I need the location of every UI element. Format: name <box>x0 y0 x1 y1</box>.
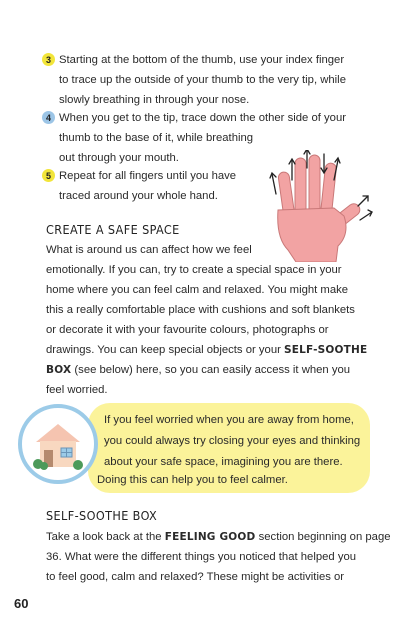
paragraph-line <box>46 360 350 380</box>
page-number: 60 <box>14 596 29 611</box>
paragraph-line: 36. What were the different things you noticed that helped you <box>46 551 357 563</box>
step-line: Starting at the bottom of the thumb, use your index finger <box>59 54 345 66</box>
bold-term-box: BOX <box>46 364 72 376</box>
step-number-badge: 4 <box>42 111 55 124</box>
step-line: When you get to the tip, trace down the other side of your <box>59 112 346 124</box>
step-line: traced around your whole hand. <box>59 190 218 202</box>
bold-term-feeling-good: FEELING GOOD <box>164 531 256 543</box>
section-heading-self-soothe-box: SELF-SOOTHE BOX <box>46 508 158 523</box>
step-3 <box>42 50 344 70</box>
step-number-badge: 3 <box>42 53 55 66</box>
paragraph-line: feel worried. <box>46 384 108 396</box>
callout-line: Doing this can help you to feel calmer. <box>97 474 288 486</box>
bold-term-self-soothe: SELF-SOOTHE <box>284 344 368 356</box>
paragraph-line: this a really comfortable place with cushions and soft blankets <box>46 304 355 316</box>
step-line: Repeat for all fingers until you have <box>59 170 237 182</box>
house-icon <box>22 408 94 480</box>
paragraph-line <box>46 340 367 360</box>
step-line: slowly breathing in through your nose. <box>59 94 250 106</box>
step-4 <box>42 108 346 128</box>
paragraph-line: home where you can feel calm and relaxed. You might make <box>46 284 349 296</box>
step-5 <box>42 166 236 186</box>
step-number-badge: 5 <box>42 169 55 182</box>
paragraph-line: emotionally. If you can, try to create a special space in your <box>46 264 342 276</box>
hand-illustration-icon <box>258 150 378 262</box>
paragraph-text: Take a look back at the <box>46 531 162 543</box>
section-heading-safe-space: CREATE A SAFE SPACE <box>46 222 180 237</box>
paragraph-text: (see below) here, so you can easily access it when you <box>74 364 351 376</box>
paragraph-text: section beginning on page <box>258 531 391 543</box>
paragraph-text: drawings. You can keep special objects or your <box>46 344 281 356</box>
callout-line: about your safe space, imagining you are there. <box>104 456 343 468</box>
paragraph-line: What is around us can affect how we feel <box>46 244 252 256</box>
callout-line: If you feel worried when you are away from home, <box>104 414 354 426</box>
paragraph-line: to feel good, calm and relaxed? These might be activities or <box>46 571 345 583</box>
house-illustration-circle <box>18 404 98 484</box>
step-line: out through your mouth. <box>59 152 179 164</box>
paragraph-line: or decorate it with your favourite colours, photographs or <box>46 324 329 336</box>
callout-line: you could always try closing your eyes and thinking <box>104 435 361 447</box>
step-line: thumb to the base of it, while breathing <box>59 132 254 144</box>
step-line: to trace up the outside of your thumb to the very tip, while <box>59 74 346 86</box>
paragraph-line <box>46 527 391 547</box>
